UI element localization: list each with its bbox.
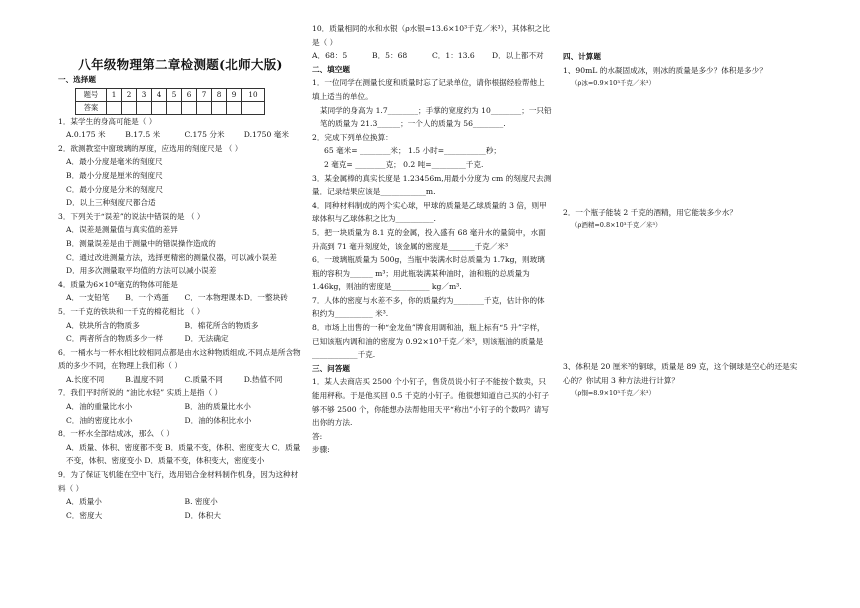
question-7: 7．我们平时所说的 “油比水轻” 实质上是指（ ） (58, 388, 223, 398)
answer-table-header-cell: 4 (152, 88, 167, 101)
calc-question-2-note: （ρ酒精=0.8×10³千克／米³） (571, 221, 662, 230)
question-1-options (58, 128, 303, 142)
qa-steps-label: 步骤: (312, 445, 330, 455)
fill-question-8: 8．市场上出售的一种“金龙鱼”牌食用调和油，瓶上标有“5 升”字样，已知该瓶内调和油的密度为 0.92×10³千克／米³，则该瓶油的质量是____________千克. (312, 323, 545, 360)
answer-cell[interactable] (227, 101, 242, 114)
answer-cell[interactable] (122, 101, 137, 114)
column-middle (312, 22, 552, 457)
qa-answer-label: 答: (312, 431, 323, 441)
section-qa-heading: 三、问答题 (312, 363, 350, 373)
fill-question-2-line-a: 65 毫米= ________米； 1.5 小时=___________秒； (324, 146, 502, 156)
answer-space (563, 91, 803, 206)
question-10-options (312, 49, 552, 63)
question-8: 8．一杯水全部结成冰，那么 （ ） (58, 429, 174, 439)
answer-table-answer-label: 答案 (76, 101, 107, 114)
option: B. 密度小 (184, 497, 218, 507)
fill-question-2-line-b: 2 毫克= ________克； 0.2 吨=_________千克. (324, 159, 484, 169)
answer-cell[interactable] (167, 101, 182, 114)
option: C．油的密度比水小 (66, 415, 133, 425)
section-calc-heading: 四、计算题 (563, 52, 601, 61)
answer-table (75, 88, 265, 115)
calc-question-1-note: （ρ冰=0.9×10³千克／米³） (571, 79, 656, 88)
question-3: 3．下列关于“误差”的说法中错误的是 （ ） (58, 211, 205, 221)
answer-table-header-cell: 1 (107, 88, 122, 101)
question-9-options (58, 495, 303, 522)
answer-table-header-label: 题号 (76, 88, 107, 101)
question-2: 2．欲测教室中窗玻璃的厚度，应选用的刻度尺是 （ ） (58, 143, 243, 153)
fill-question-1: 1．一位同学在测量长度和质量时忘了记录单位，请你根据经验帮他上填上适当的单位。 (312, 78, 545, 101)
calc-question-3: 3、体积是 20 厘米³的铜球，质量是 89 克，这个铜球是空心的还是实心的？你试用 3 种方法进行计算？ (563, 361, 798, 385)
question-4-options (58, 291, 303, 305)
question-8-options: A．质量、体积、密度都不变 B．质量不变，体积、密度变大 C．质量不变，体积、密度变小 D．质量不变，体积变大，密度变小 (66, 442, 301, 466)
column-right (563, 50, 803, 401)
page-title: 八年级物理第二章检测题(北师大版) (78, 57, 283, 72)
calc-question-2: 2．一个瓶子能装 2 千克的酒精，用它能装多少水？ (563, 207, 737, 217)
option: A．油的重量比水小 (66, 402, 133, 412)
option: D．用多次测量取平均值的方法可以减小误差 (66, 266, 217, 276)
option: B．测量误差是由于测量中的错误操作造成的 (66, 238, 216, 248)
option: A．铁块所含的物质多 (66, 320, 140, 330)
question-5: 5．一千克的铁块和一千克的棉花相比 （ ） (58, 306, 205, 316)
option: B．油的质量比水小 (184, 402, 251, 412)
option: D.1750 毫米 (243, 130, 289, 140)
option: A．质量小 (66, 497, 102, 507)
option: C.175 分米 (184, 130, 225, 140)
question-1: 1．某学生的身高可能是（ ） (58, 116, 157, 126)
option: A.0.175 米 (66, 130, 106, 140)
answer-table-header-cell: 7 (197, 88, 212, 101)
option: A．一支铅笔 (66, 293, 110, 303)
option: A.长度不同 (66, 374, 105, 384)
option: D．油的体积比水小 (184, 415, 252, 425)
answer-table-header-cell: 8 (212, 88, 227, 101)
question-6: 6．一桶水与一杯水相比较相同点都是由水这种物质组成,不同点是所含物质的多少不同，在物理上我们称（ ） (58, 347, 301, 371)
question-5-options (58, 319, 303, 346)
answer-space (563, 233, 803, 360)
question-9: 9．为了保证飞机能在空中飞行，选用铝合金材料制作机身，因为这种材料（ ） (58, 470, 299, 493)
option: C．一本物理课本 (184, 293, 244, 303)
option: C．两者所含的物质多少一样 (66, 334, 163, 344)
calc-question-1: 1、90mL 的水凝固成冰，则冰的质量是多少？体积是多少？ (563, 65, 767, 75)
option: C．最小分度是分米的刻度尺 (66, 184, 163, 194)
option: C．通过改进测量方法，选择更精密的测量仪器，可以减小误差 (66, 252, 277, 262)
option: A．误差是测量值与真实值的差异 (66, 225, 178, 235)
fill-question-5: 5．把一块质量为 8.1 克的金属，投入盛有 68 毫升水的量筒中，水面升高到 71 毫升刻度处，该金属的密度是_______千克／米³ (312, 227, 546, 251)
option: B．棉花所含的物质多 (184, 320, 259, 330)
option: D．体积大 (184, 510, 221, 520)
option: D．一整块砖 (243, 293, 288, 303)
answer-cell[interactable] (182, 101, 197, 114)
fill-question-7: 7．人体的密度与水差不多，你的质量约为________千克，估计你的体积约为__________ 米³. (312, 295, 545, 319)
answer-table-header-cell: 6 (182, 88, 197, 101)
option: C.质量不同 (184, 374, 223, 384)
option: D.热值不同 (243, 374, 283, 384)
option: B.17.5 米 (125, 130, 161, 140)
option: D．以上都不对 (492, 51, 544, 61)
option: B．5：68 (372, 51, 408, 61)
answer-table-header-cell: 2 (122, 88, 137, 101)
answer-table-header-cell: 10 (242, 88, 265, 101)
section-choice-heading: 一、选择题 (58, 75, 96, 84)
question-6-options (58, 373, 303, 387)
answer-cell[interactable] (212, 101, 227, 114)
answer-cell[interactable] (242, 101, 265, 114)
option: A．最小分度是毫米的刻度尺 (66, 157, 163, 167)
question-10: 10．质量相同的水和水银（ρ水银=13.6×10³千克／米³），其体积之比是（ ） (312, 24, 550, 47)
section-fill-heading: 二、填空题 (312, 64, 350, 74)
option: D．无法确定 (184, 334, 229, 344)
fill-question-6: 6．一玻璃瓶质量为 500g，当瓶中装满水时总质量为 1.7kg，则玻璃瓶的容积为______ m³；用此瓶装满某种油时，油和瓶的总质量为 1.46kg，则油的密度是__________ kg／m³. (312, 255, 545, 292)
question-7-options (58, 400, 303, 427)
fill-question-1-blanks: 某同学的身高为 1.7________；手掌的宽度约为 10________；一只铅笔的质量为 21.3______；一个人的质量为 56________. (320, 105, 552, 129)
column-left (58, 0, 303, 522)
qa-question-1: 1．某人去商店买 2500 个小钉子，售货员说小钉子不能按个数卖，只能用秤称。于是他买回 0.5 千克的小钉子。他很想知道自己买的小钉子够不够 2500 个，你能想办法帮他用天平“称出”小钉子的个数吗？请写出你的方法. (312, 377, 550, 428)
fill-question-3: 3．某金属棒的真实长度是 1.23456m,用最小分度为 cm 的刻度尺去测量．记录结果应该是____________m. (312, 173, 552, 197)
answer-cell[interactable] (107, 101, 122, 114)
answer-table-header-cell: 5 (167, 88, 182, 101)
answer-table-header-cell: 3 (137, 88, 152, 101)
option: C．密度大 (66, 510, 103, 520)
answer-cell[interactable] (197, 101, 212, 114)
answer-cell[interactable] (137, 101, 152, 114)
fill-question-4: 4．同种材料制成的两个实心球，甲球的质量是乙球质量的 3 倍，则甲球体积与乙球体积之比为__________. (312, 200, 547, 224)
option: A．68：5 (312, 51, 348, 61)
answer-cell[interactable] (152, 101, 167, 114)
answer-table-header-cell: 9 (227, 88, 242, 101)
option: D．以上三种刻度尺都合适 (66, 198, 156, 208)
option: B.温度不同 (125, 374, 164, 384)
option: B．最小分度是厘米的刻度尺 (66, 170, 163, 180)
option: C．1：13.6 (432, 51, 475, 61)
calc-question-3-note: （ρ铜=8.9×10³千克／米³） (571, 389, 656, 398)
fill-question-2: 2．完成下列单位换算： (312, 132, 393, 142)
question-4: 4．质量为6×10⁴毫克的物体可能是 (58, 279, 178, 289)
option: B．一个鸡蛋 (125, 293, 169, 303)
